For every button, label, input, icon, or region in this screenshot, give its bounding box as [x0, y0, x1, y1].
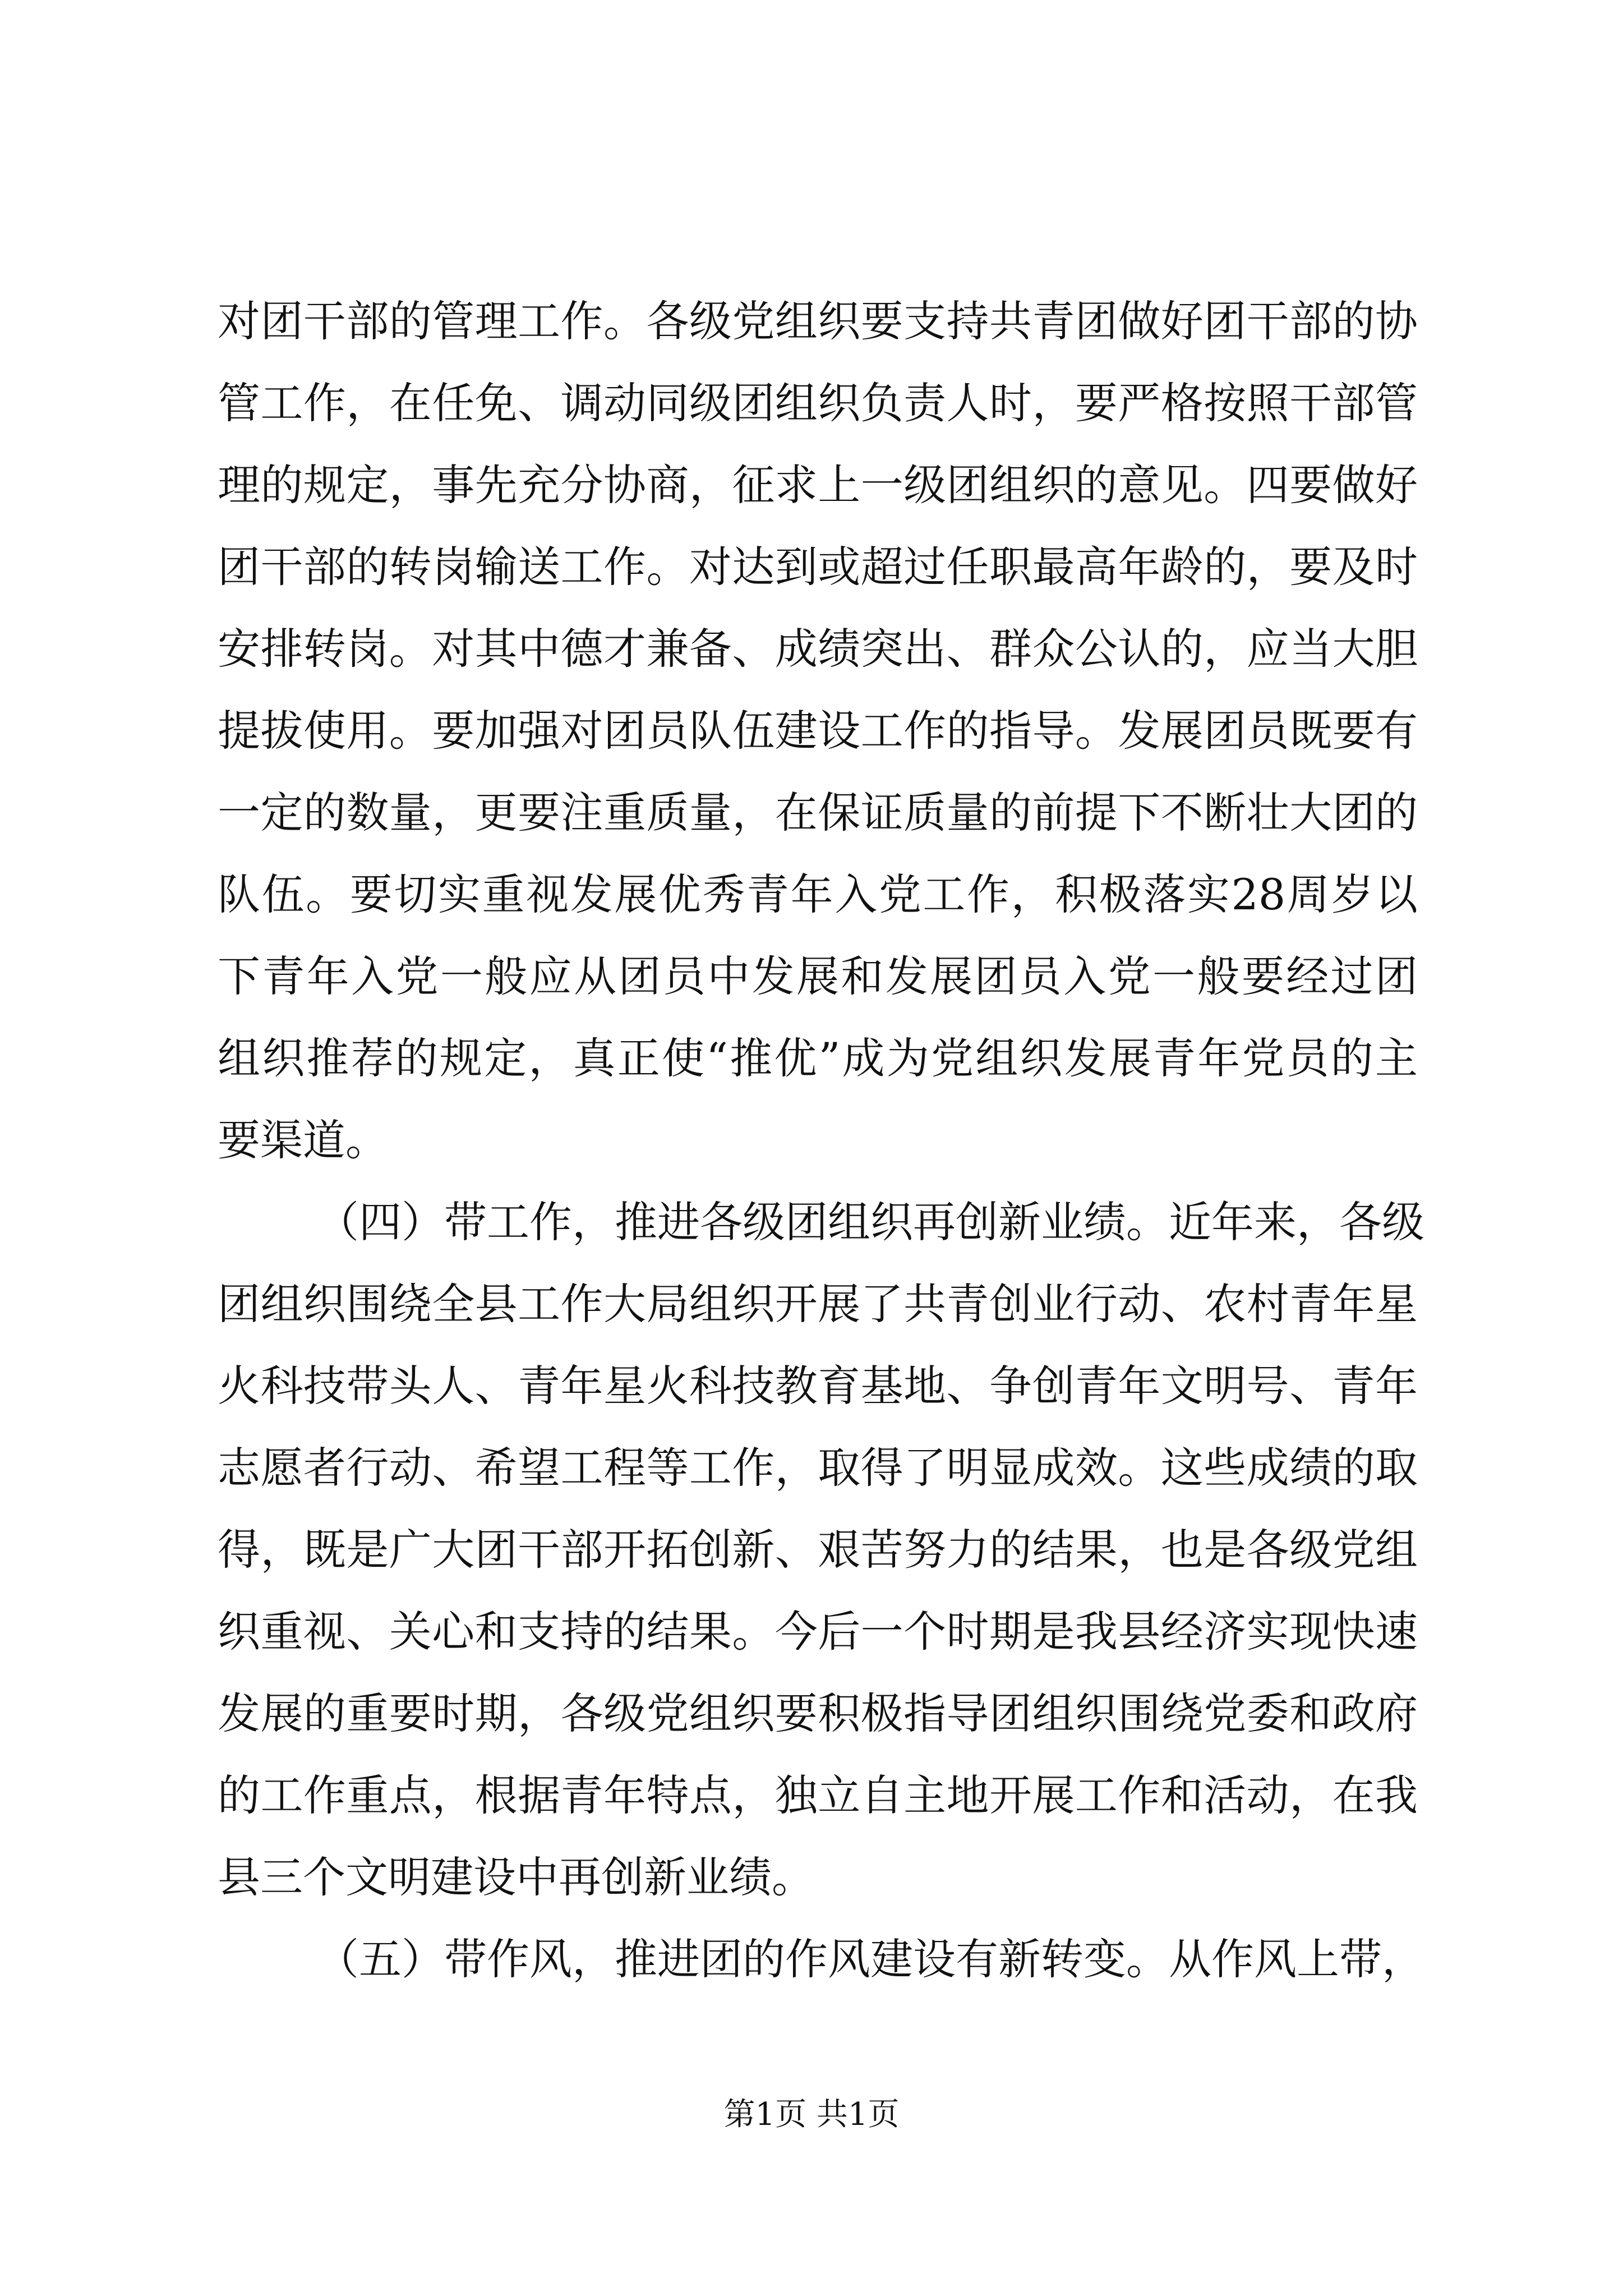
- page-footer: [0, 2092, 1623, 2137]
- text-line: 团干部的转岗输送工作。对达到或超过任职最高年龄的，要及时: [218, 542, 1418, 592]
- text-line: 提拔使用。要加强对团员队伍建设工作的指导。发展团员既要有: [218, 706, 1418, 756]
- text-line: 理的规定，事先充分协商，征求上一级团组织的意见。四要做好: [218, 460, 1418, 510]
- body-text: [218, 280, 1424, 2000]
- text-line: 队伍。要切实重视发展优秀青年入党工作，积极落实28周岁以: [218, 869, 1418, 919]
- text-line: 火科技带头人、青年星火科技教育基地、争创青年文明号、青年: [218, 1361, 1418, 1411]
- text-line: 要渠道。: [218, 1115, 388, 1165]
- paragraph-heading-line: （四）带工作，推进各级团组织再创新业绩。近年来，各级: [316, 1197, 1424, 1247]
- text-line: 志愿者行动、希望工程等工作，取得了明显成效。这些成绩的取: [218, 1443, 1418, 1493]
- text-line: 组织推荐的规定，真正使“推优”成为党组织发展青年党员的主: [218, 1033, 1418, 1083]
- text-line: 下青年入党一般应从团员中发展和发展团员入党一般要经过团: [218, 951, 1418, 1001]
- text-line: 县三个文明建设中再创新业绩。: [218, 1852, 814, 1902]
- text-line: 的工作重点，根据青年特点，独立自主地开展工作和活动，在我: [218, 1770, 1418, 1820]
- text-line: 织重视、关心和支持的结果。今后一个时期是我县经济实现快速: [218, 1607, 1418, 1657]
- text-line: 发展的重要时期，各级党组织要积极指导团组织围绕党委和政府: [218, 1688, 1418, 1738]
- text-line: 团组织围绕全县工作大局组织开展了共青创业行动、农村青年星: [218, 1279, 1418, 1329]
- paragraph-heading-line: （五）带作风，推进团的作风建设有新转变。从作风上带，: [316, 1934, 1424, 1984]
- text-line: 一定的数量，更要注重质量，在保证质量的前提下不断壮大团的: [218, 788, 1418, 838]
- text-line: 安排转岗。对其中德才兼备、成绩突出、群众公认的，应当大胆: [218, 624, 1418, 674]
- text-line: 得，既是广大团干部开拓创新、艰苦努力的结果，也是各级党组: [218, 1525, 1418, 1575]
- text-line: 对团干部的管理工作。各级党组织要支持共青团做好团干部的协: [218, 296, 1418, 346]
- text-line: 管工作，在任免、调动同级团组织负责人时，要严格按照干部管: [218, 378, 1418, 428]
- page-number-label: 第1页 共1页: [723, 2096, 900, 2133]
